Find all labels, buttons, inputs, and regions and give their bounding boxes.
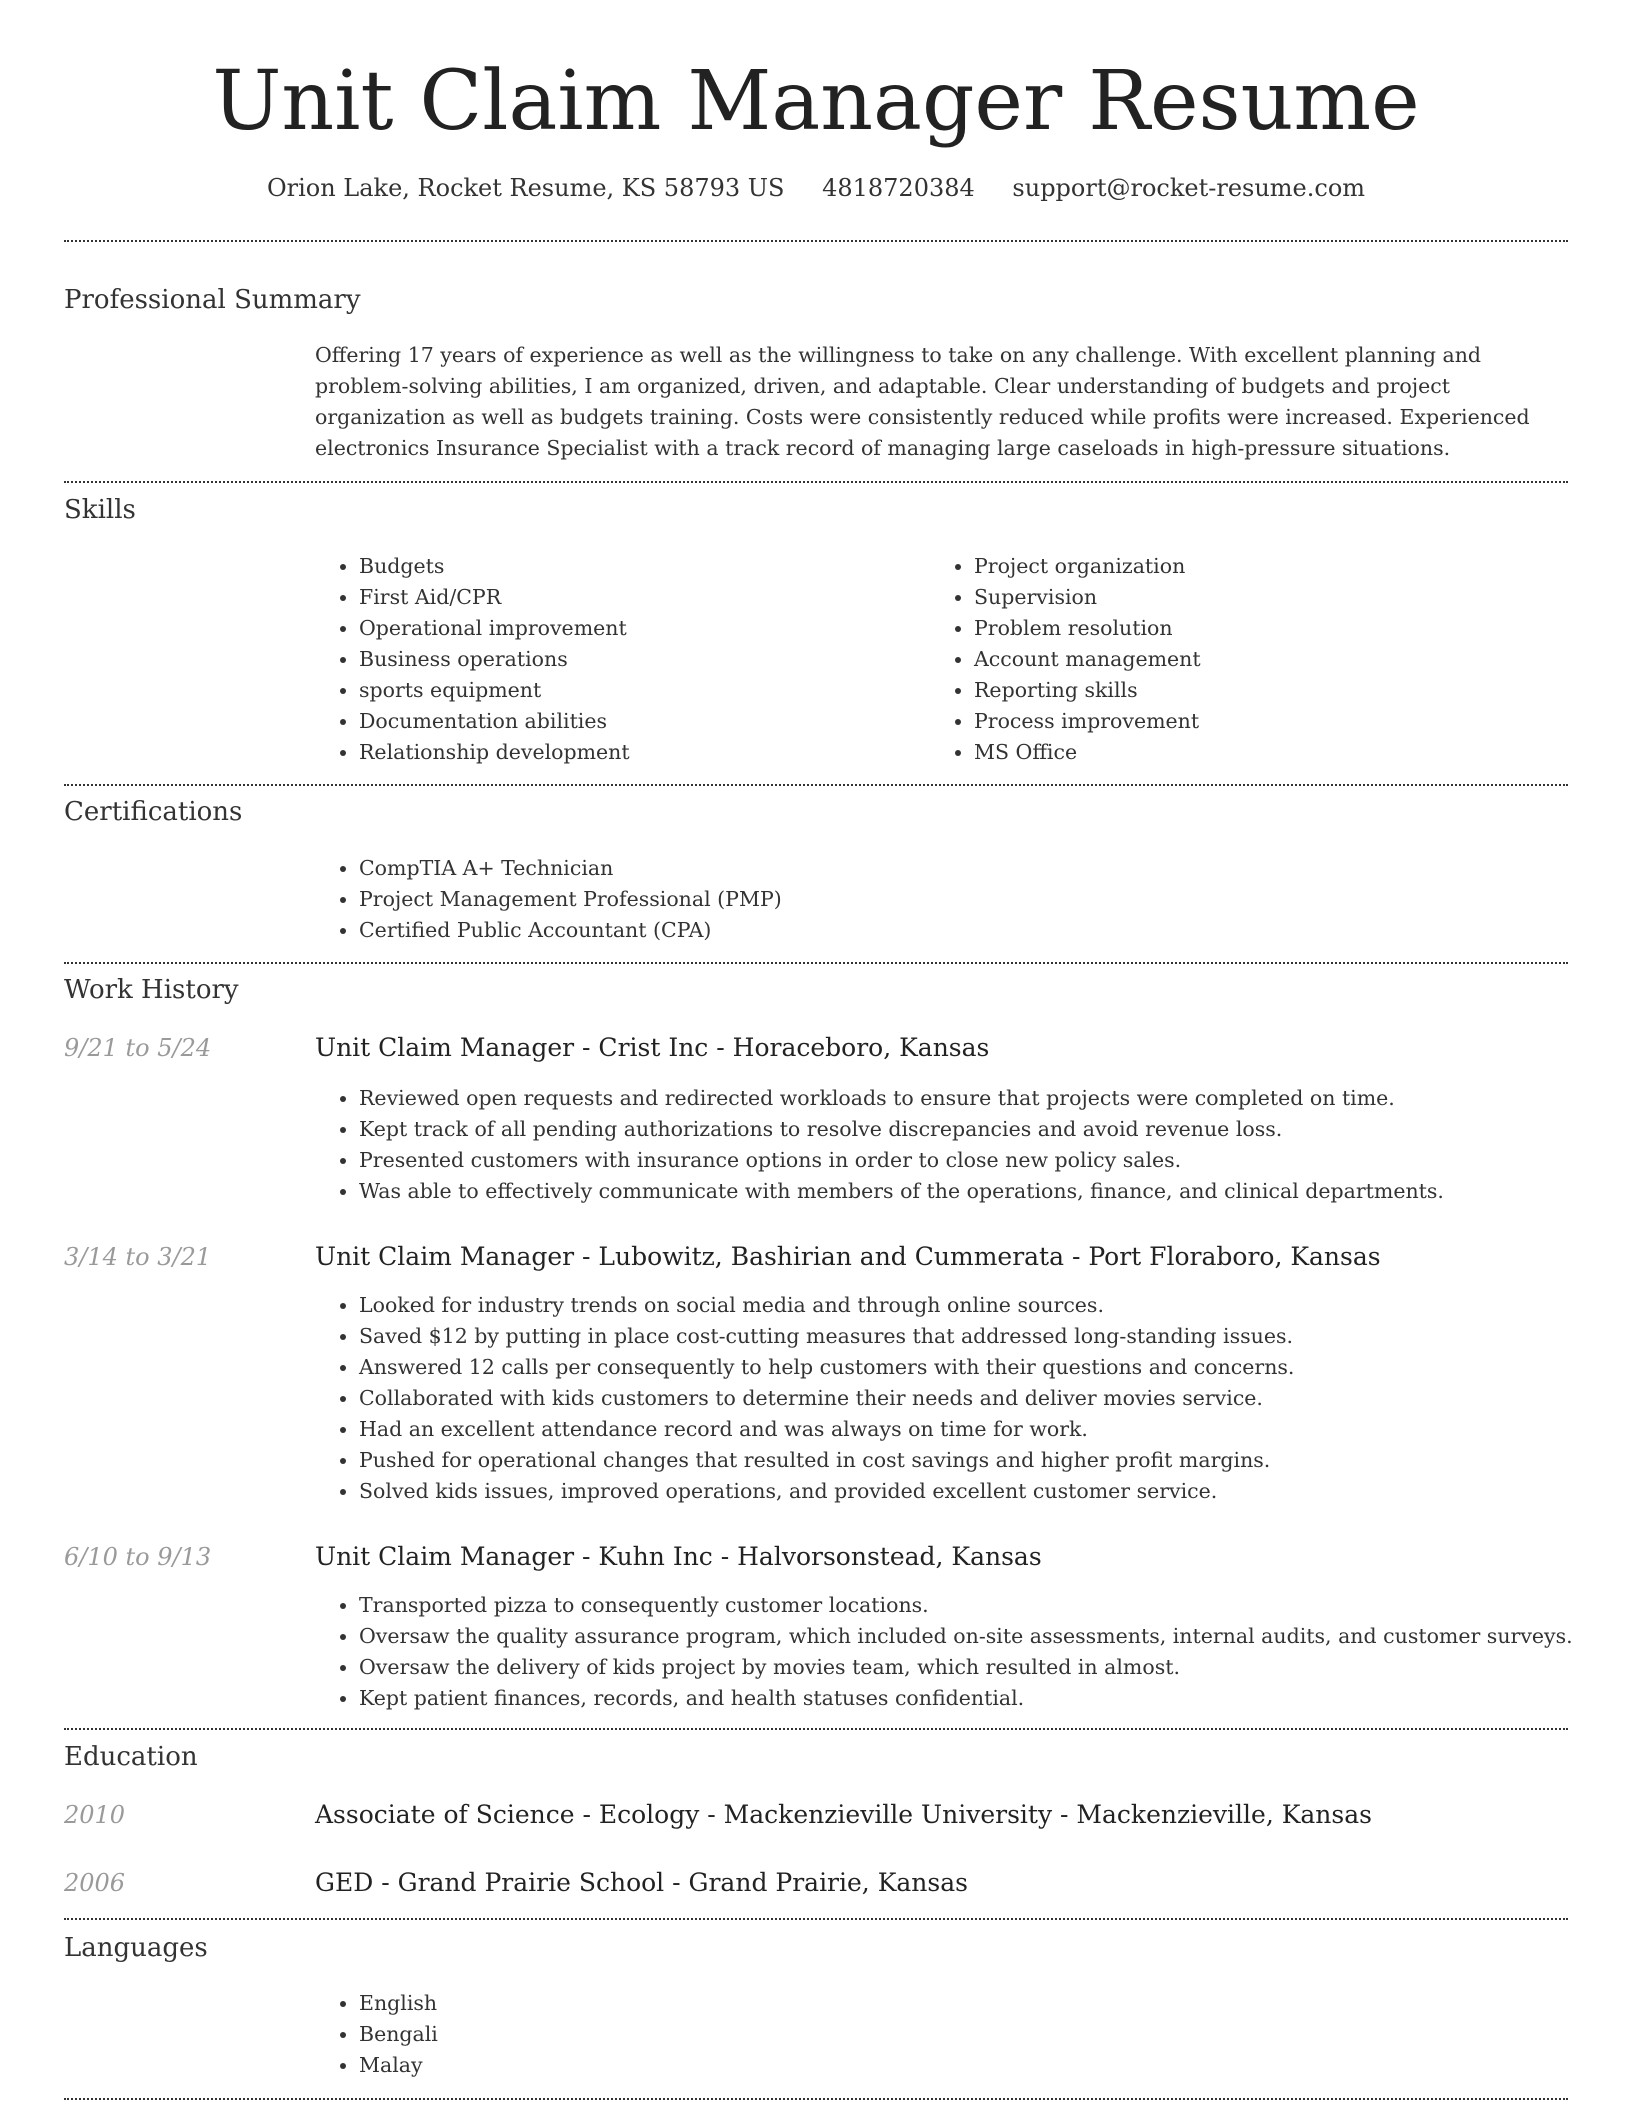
skill-item: • Problem resolution xyxy=(974,613,1201,644)
summary-heading: Professional Summary xyxy=(64,285,361,315)
skill-item: • Documentation abilities xyxy=(359,706,630,737)
education-year: 2010 xyxy=(64,1801,126,1829)
certifications-heading: Certifications xyxy=(64,797,243,827)
languages-list xyxy=(315,1988,438,2081)
section-divider xyxy=(64,1918,1568,1920)
job-dates: 9/21 to 5/24 xyxy=(64,1034,212,1062)
contact-email: support@rocket-resume.com xyxy=(1012,174,1366,202)
job-bullet: • Pushed for operational changes that resulted in cost savings and higher profit margins. xyxy=(359,1445,1294,1476)
job-dates: 3/14 to 3/21 xyxy=(64,1243,212,1271)
job-heading: Unit Claim Manager - Lubowitz, Bashirian and Cummerata - Port Floraboro, Kansas xyxy=(315,1242,1381,1271)
job-heading: Unit Claim Manager - Kuhn Inc - Halvorsonstead, Kansas xyxy=(315,1542,1042,1571)
section-divider xyxy=(64,240,1568,242)
contact-phone: 4818720384 xyxy=(822,174,975,202)
language-item: • English xyxy=(359,1988,438,2019)
job-bullet: • Solved kids issues, improved operations, and provided excellent customer service. xyxy=(359,1476,1294,1507)
resume-title: Unit Claim Manager Resume xyxy=(212,54,1420,149)
skill-item: • Reporting skills xyxy=(974,675,1201,706)
skill-item: • Budgets xyxy=(359,551,630,582)
section-divider xyxy=(64,1728,1568,1730)
job-heading: Unit Claim Manager - Crist Inc - Horaceboro, Kansas xyxy=(315,1033,990,1062)
section-divider xyxy=(64,2098,1568,2100)
job-bullet: • Oversaw the delivery of kids project by movies team, which resulted in almost. xyxy=(359,1652,1573,1683)
education-heading-line: GED - Grand Prairie School - Grand Prairie, Kansas xyxy=(315,1868,968,1897)
certifications-list xyxy=(315,853,782,946)
job-dates: 6/10 to 9/13 xyxy=(64,1543,212,1571)
section-divider xyxy=(64,962,1568,964)
job-bullet: • Kept track of all pending authorizations to resolve discrepancies and avoid revenue loss. xyxy=(359,1114,1444,1145)
education-heading-line: Associate of Science - Ecology - Mackenzieville University - Mackenzieville, Kansas xyxy=(315,1800,1372,1829)
skill-item: • First Aid/CPR xyxy=(359,582,630,613)
certification-item: • Certified Public Accountant (CPA) xyxy=(359,915,782,946)
skill-item: • Business operations xyxy=(359,644,630,675)
languages-heading: Languages xyxy=(64,1933,208,1963)
language-item: • Bengali xyxy=(359,2019,438,2050)
skill-item: • sports equipment xyxy=(359,675,630,706)
job-bullet: • Kept patient finances, records, and health statuses confidential. xyxy=(359,1683,1573,1714)
skill-item: • Operational improvement xyxy=(359,613,630,644)
job-bullet: • Reviewed open requests and redirected workloads to ensure that projects were completed on time. xyxy=(359,1083,1444,1114)
job-bullet: • Presented customers with insurance options in order to close new policy sales. xyxy=(359,1145,1444,1176)
job-bullet: • Saved $12 by putting in place cost-cutting measures that addressed long-standing issues. xyxy=(359,1321,1294,1352)
skills-list-right xyxy=(930,551,1201,768)
certification-item: • Project Management Professional (PMP) xyxy=(359,884,782,915)
skill-item: • Project organization xyxy=(974,551,1201,582)
job-bullet: • Had an excellent attendance record and was always on time for work. xyxy=(359,1414,1294,1445)
job-bullet: • Answered 12 calls per consequently to help customers with their questions and concerns. xyxy=(359,1352,1294,1383)
job-bullet: • Was able to effectively communicate with members of the operations, finance, and clinical departments. xyxy=(359,1176,1444,1207)
job-bullet: • Transported pizza to consequently customer locations. xyxy=(359,1590,1573,1621)
skill-item: • Process improvement xyxy=(974,706,1201,737)
job-bullets xyxy=(315,1083,1444,1207)
contact-address: Orion Lake, Rocket Resume, KS 58793 US xyxy=(266,174,785,202)
skill-item: • Relationship development xyxy=(359,737,630,768)
education-year: 2006 xyxy=(64,1869,126,1897)
language-item: • Malay xyxy=(359,2050,438,2081)
job-bullet: • Looked for industry trends on social media and through online sources. xyxy=(359,1290,1294,1321)
section-divider xyxy=(64,481,1568,483)
summary-text: Offering 17 years of experience as well as the willingness to take on any challenge. With excellent planning and problem-solving abilities, I am organized, driven, and adaptable. Clear understanding of budgets and project organization as well as budgets training. Costs were consistently reduced while profits were increased. Experienced electronics Insurance Specialist with a track record of managing large caseloads in high-pressure situations. xyxy=(315,343,1530,460)
job-bullets xyxy=(315,1590,1573,1714)
skills-list-left xyxy=(315,551,630,768)
skill-item: • Supervision xyxy=(974,582,1201,613)
job-bullet: • Collaborated with kids customers to determine their needs and deliver movies service. xyxy=(359,1383,1294,1414)
skill-item: • Account management xyxy=(974,644,1201,675)
job-bullets xyxy=(315,1290,1294,1507)
education-heading: Education xyxy=(64,1742,198,1772)
certification-item: • CompTIA A+ Technician xyxy=(359,853,782,884)
job-bullet: • Oversaw the quality assurance program, which included on-site assessments, internal audits, and customer surveys. xyxy=(359,1621,1573,1652)
work-history-heading: Work History xyxy=(64,975,239,1005)
skill-item: • MS Office xyxy=(974,737,1201,768)
section-divider xyxy=(64,784,1568,786)
contact-line xyxy=(64,171,1568,205)
skills-heading: Skills xyxy=(64,495,136,525)
